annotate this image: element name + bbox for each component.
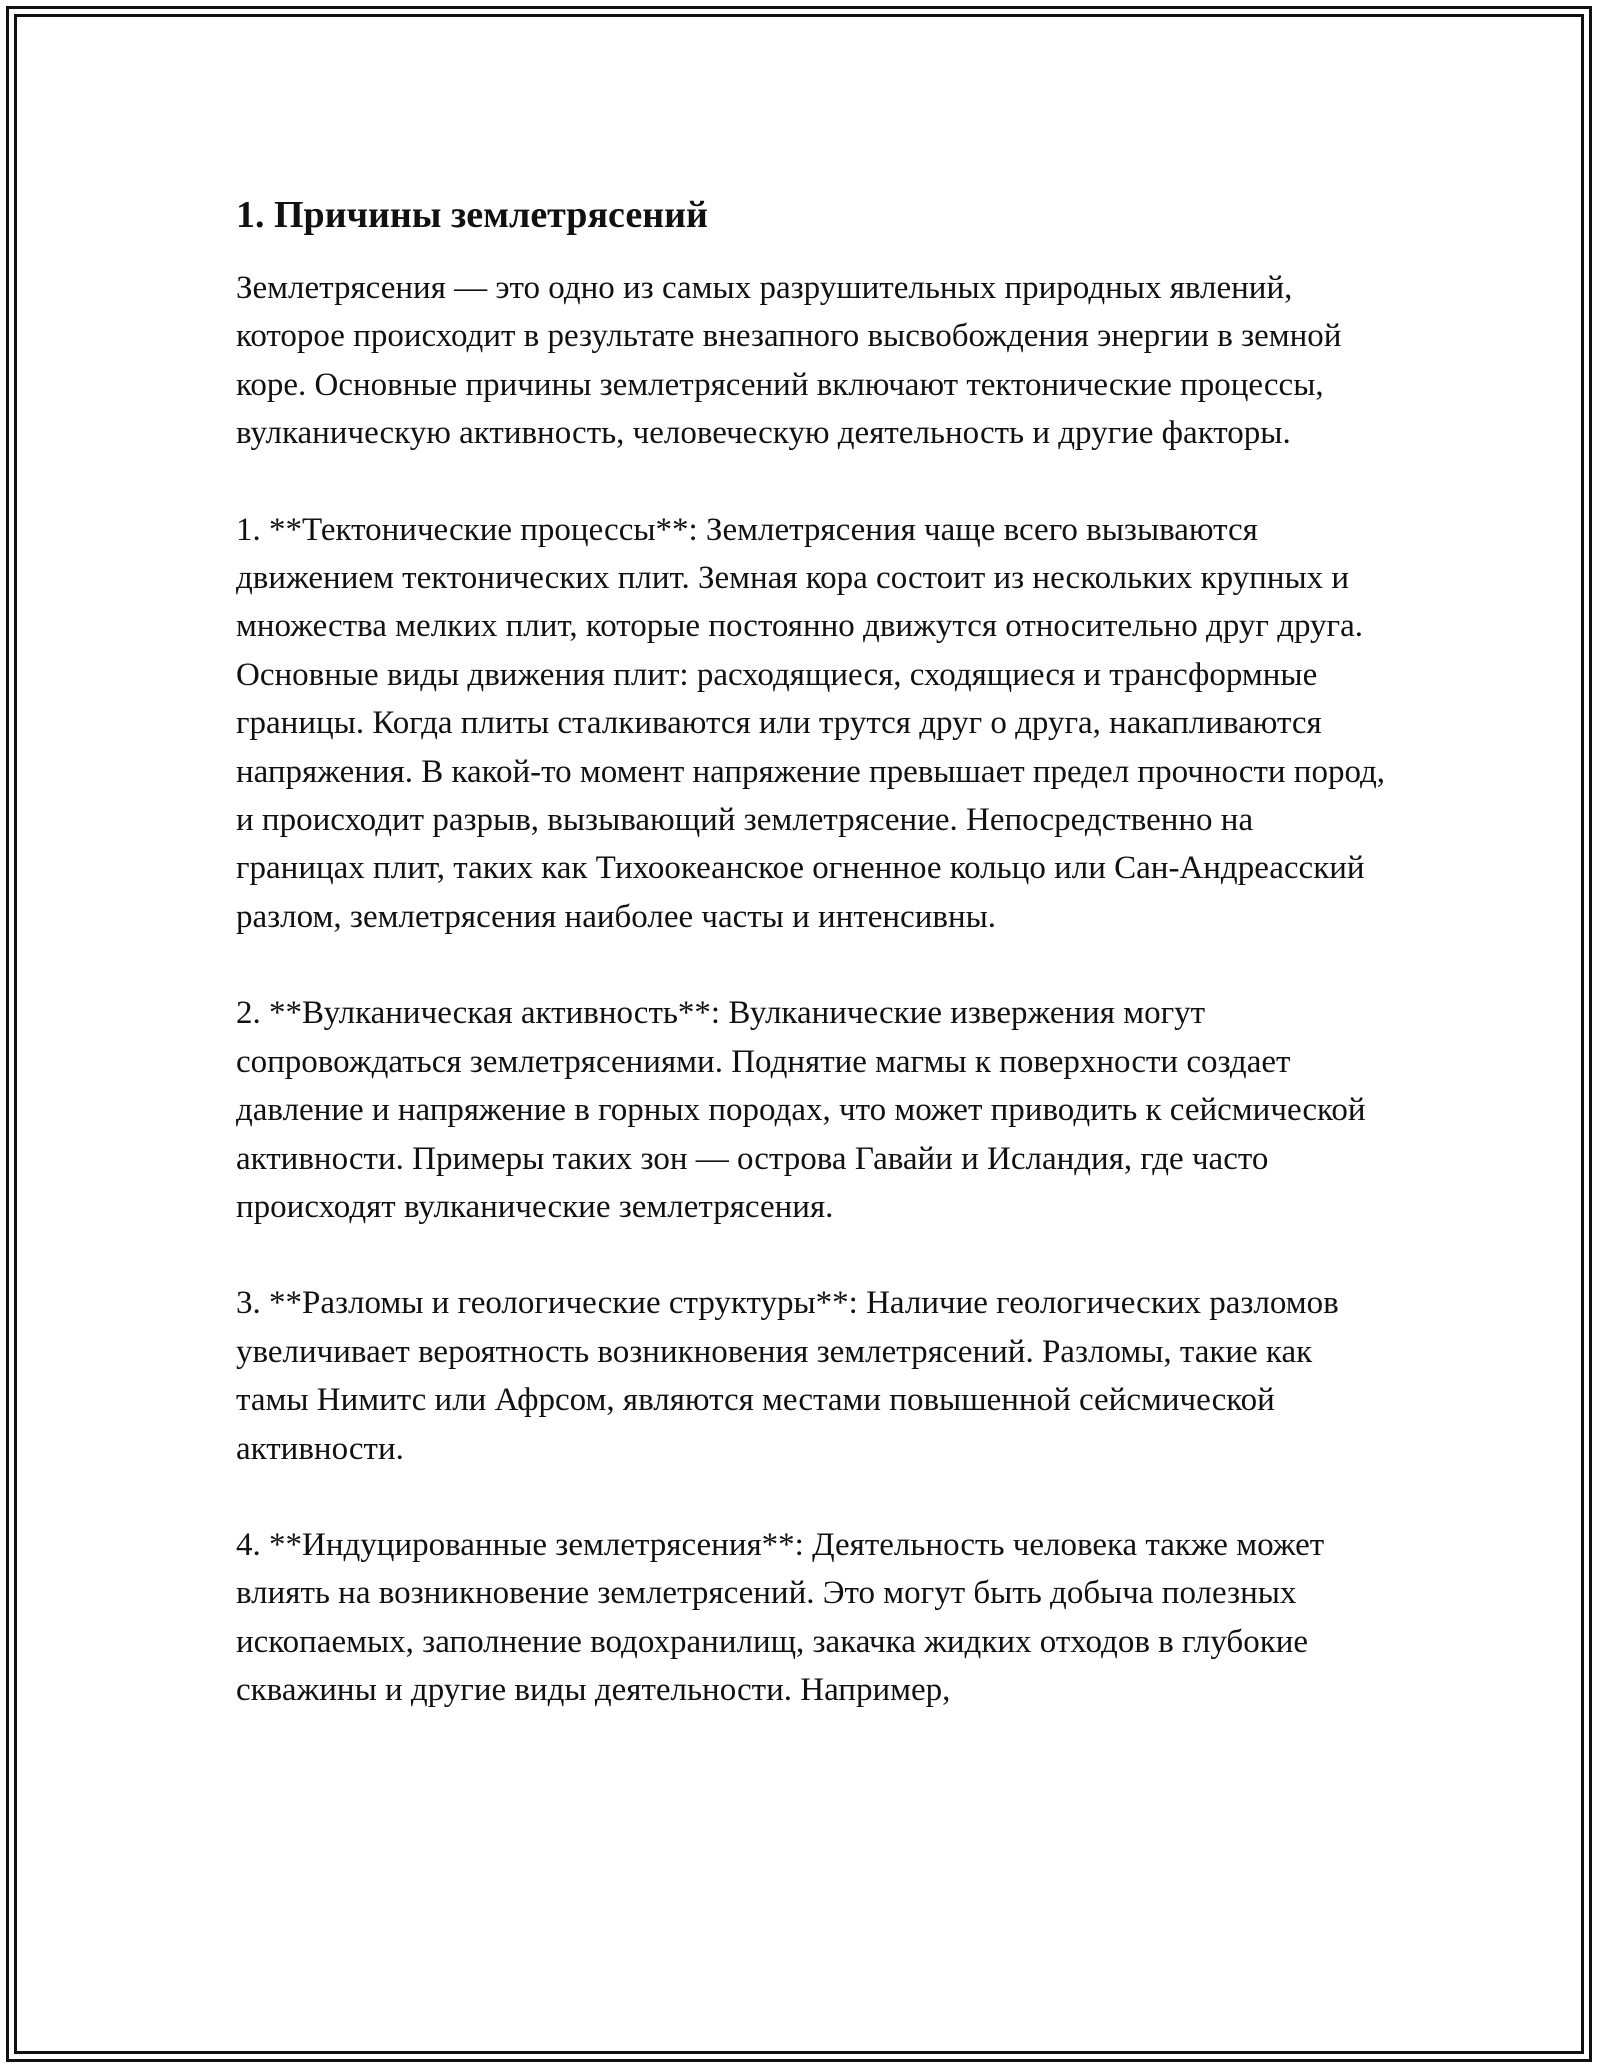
paragraph-induced-earthquakes: 4. **Индуцированные землетрясения**: Деятельность человека также может влиять на возникновение землетрясений. Это могут быть добыча полезных ископаемых, заполнение водохранилищ, закачка жидких отходов в глубокие скважины и другие виды деятельности. Например,: [236, 1526, 1325, 1709]
paragraph-volcanic-activity: 2. **Вулканическая активность**: Вулканические извержения могут сопровождаться землетрясениями. Поднятие магмы к поверхности создает давление и напряжение в горных породах, что может приводить к сейсмической активности. Примеры таких зон — острова Гавайи и Исландия, где часто происходят вулканические землетрясения.: [236, 995, 1366, 1225]
paragraph-tectonic-processes: 1. **Тектонические процессы**: Землетрясения чаще всего вызываются движением тектонических плит. Земная кора состоит из нескольких крупных и множества мелких плит, которые постоянно движутся относительно друг друга. Основные виды движения плит: расходящиеся, сходящиеся и трансформные границы. Когда плиты сталкиваются или трутся друг о друга, накапливаются напряжения. В какой-то момент напряжение превышает предел прочности пород, и происходит разрыв, вызывающий землетрясение. Непосредственно на границах плит, таких как Тихоокеанское огненное кольцо или Сан-Андреасский разлом, землетрясения наиболее часты и интенсивны.: [236, 511, 1386, 935]
paragraph-faults: 3. **Разломы и геологические структуры**: Наличие геологических разломов увеличивает вероятность возникновения землетрясений. Разломы, такие как тамы Нимитс или Афрсом, являются местами повышенной сейсмической активности.: [236, 1285, 1339, 1467]
section-heading: 1. Причины землетрясений: [236, 194, 708, 236]
document-body: [236, 186, 1386, 1715]
intro-paragraph: Землетрясения — это одно из самых разрушительных природных явлений, которое происходит в результате внезапного высвобождения энергии в земной коре. Основные причины землетрясений включают тектонические процессы, вулканическую активность, человеческую деятельность и другие факторы.: [236, 270, 1342, 452]
